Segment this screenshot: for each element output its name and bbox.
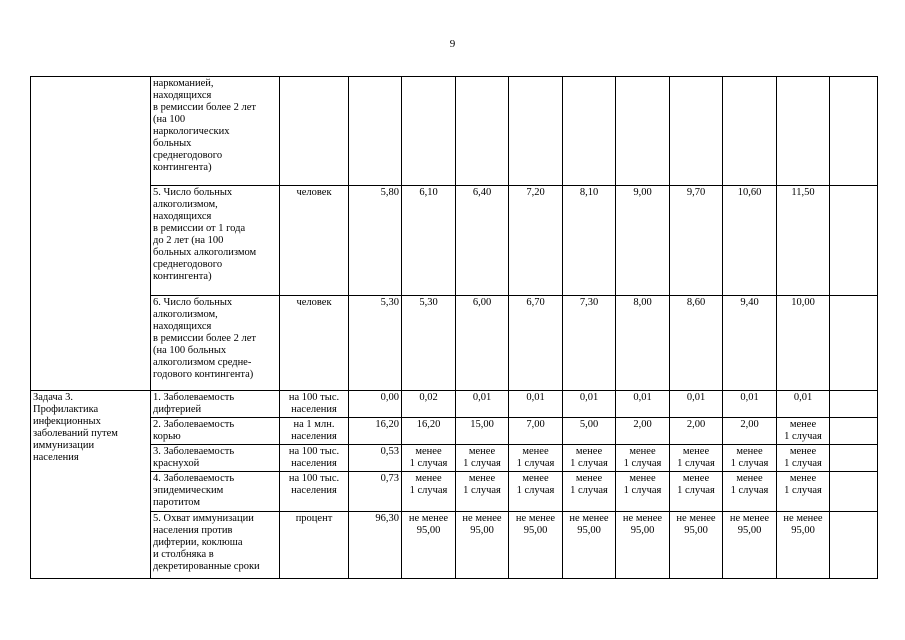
task-cell: Задача 3. Профилактика инфекционных заболеваний путем иммунизации населения: [31, 391, 151, 579]
base-value-cell: 16,20: [349, 418, 402, 445]
unit-cell: процент: [280, 512, 349, 579]
base-value-cell: 0,73: [349, 472, 402, 512]
unit-cell: человек: [280, 186, 349, 296]
value-cell: менее 1 случая: [777, 472, 830, 512]
indicator-cell: наркоманией, находящихся в ремиссии более 2 лет (на 100 наркологических больных среднегодового контингента): [151, 77, 280, 186]
value-cell: [830, 77, 878, 186]
value-cell: 6,70: [509, 296, 563, 391]
value-cell: 0,01: [723, 391, 777, 418]
indicator-cell: 3. Заболеваемость краснухой: [151, 445, 280, 472]
value-cell: менее 1 случая: [509, 472, 563, 512]
base-value-cell: 0,53: [349, 445, 402, 472]
value-cell: менее 1 случая: [616, 445, 670, 472]
value-cell: не менее 95,00: [563, 512, 616, 579]
value-cell: менее 1 случая: [723, 445, 777, 472]
unit-cell: [280, 77, 349, 186]
unit-cell: человек: [280, 296, 349, 391]
value-cell: 8,10: [563, 186, 616, 296]
base-value-cell: [349, 77, 402, 186]
value-cell: [830, 296, 878, 391]
unit-cell: на 100 тыс. населения: [280, 391, 349, 418]
indicator-cell: 2. Заболеваемость корью: [151, 418, 280, 445]
base-value-cell: 96,30: [349, 512, 402, 579]
indicator-cell: 1. Заболеваемость дифтерией: [151, 391, 280, 418]
value-cell: 11,50: [777, 186, 830, 296]
value-cell: 15,00: [456, 418, 509, 445]
value-cell: 7,20: [509, 186, 563, 296]
base-value-cell: 0,00: [349, 391, 402, 418]
base-value-cell: 5,30: [349, 296, 402, 391]
value-cell: [830, 418, 878, 445]
indicator-cell: 5. Число больных алкоголизмом, находящихся в ремиссии от 1 года до 2 лет (на 100 больных алкоголизмом среднегодового контингента): [151, 186, 280, 296]
value-cell: 8,60: [670, 296, 723, 391]
value-cell: 7,00: [509, 418, 563, 445]
table-row: [31, 418, 878, 445]
value-cell: 9,00: [616, 186, 670, 296]
value-cell: 0,02: [402, 391, 456, 418]
value-cell: [777, 77, 830, 186]
page-number: 9: [449, 38, 456, 50]
value-cell: менее 1 случая: [456, 472, 509, 512]
value-cell: менее 1 случая: [777, 445, 830, 472]
value-cell: 10,00: [777, 296, 830, 391]
value-cell: [402, 77, 456, 186]
value-cell: [670, 77, 723, 186]
value-cell: [830, 472, 878, 512]
value-cell: менее 1 случая: [456, 445, 509, 472]
unit-cell: на 100 тыс. населения: [280, 445, 349, 472]
value-cell: [830, 391, 878, 418]
value-cell: 2,00: [723, 418, 777, 445]
value-cell: менее 1 случая: [616, 472, 670, 512]
value-cell: 0,01: [563, 391, 616, 418]
value-cell: [830, 445, 878, 472]
value-cell: [456, 77, 509, 186]
task-cell: [31, 77, 151, 391]
value-cell: 2,00: [670, 418, 723, 445]
value-cell: не менее 95,00: [456, 512, 509, 579]
indicator-cell: 5. Охват иммунизации населения против дифтерии, коклюша и столбняка в декретированные сроки: [151, 512, 280, 579]
value-cell: 2,00: [616, 418, 670, 445]
value-cell: [830, 186, 878, 296]
value-cell: 9,70: [670, 186, 723, 296]
value-cell: 0,01: [670, 391, 723, 418]
unit-cell: на 1 млн. населения: [280, 418, 349, 445]
value-cell: 6,40: [456, 186, 509, 296]
value-cell: [563, 77, 616, 186]
value-cell: не менее 95,00: [616, 512, 670, 579]
value-cell: менее 1 случая: [670, 445, 723, 472]
value-cell: менее 1 случая: [723, 472, 777, 512]
value-cell: менее 1 случая: [670, 472, 723, 512]
value-cell: не менее 95,00: [777, 512, 830, 579]
table-row: [31, 77, 878, 186]
value-cell: менее 1 случая: [509, 445, 563, 472]
value-cell: 9,40: [723, 296, 777, 391]
value-cell: 0,01: [777, 391, 830, 418]
table-body: [31, 77, 878, 579]
value-cell: менее 1 случая: [402, 472, 456, 512]
value-cell: 10,60: [723, 186, 777, 296]
value-cell: не менее 95,00: [723, 512, 777, 579]
value-cell: [723, 77, 777, 186]
value-cell: менее 1 случая: [563, 472, 616, 512]
table-row: [31, 472, 878, 512]
indicators-table: [30, 76, 878, 579]
value-cell: 0,01: [616, 391, 670, 418]
value-cell: 8,00: [616, 296, 670, 391]
indicator-cell: 6. Число больных алкоголизмом, находящихся в ремиссии более 2 лет (на 100 больных алкоголизмом средне- годового контингента): [151, 296, 280, 391]
value-cell: менее 1 случая: [563, 445, 616, 472]
table-row: [31, 296, 878, 391]
value-cell: не менее 95,00: [670, 512, 723, 579]
base-value-cell: 5,80: [349, 186, 402, 296]
value-cell: не менее 95,00: [509, 512, 563, 579]
value-cell: 6,10: [402, 186, 456, 296]
value-cell: 7,30: [563, 296, 616, 391]
value-cell: [616, 77, 670, 186]
table-row: [31, 445, 878, 472]
value-cell: 0,01: [509, 391, 563, 418]
unit-cell: на 100 тыс. населения: [280, 472, 349, 512]
value-cell: [830, 512, 878, 579]
value-cell: [509, 77, 563, 186]
value-cell: не менее 95,00: [402, 512, 456, 579]
value-cell: 0,01: [456, 391, 509, 418]
value-cell: 16,20: [402, 418, 456, 445]
table-row: [31, 186, 878, 296]
table-row: [31, 512, 878, 579]
table-row: [31, 391, 878, 418]
value-cell: 5,00: [563, 418, 616, 445]
value-cell: менее 1 случая: [402, 445, 456, 472]
indicator-cell: 4. Заболеваемость эпидемическим паротитом: [151, 472, 280, 512]
value-cell: менее 1 случая: [777, 418, 830, 445]
value-cell: 5,30: [402, 296, 456, 391]
value-cell: 6,00: [456, 296, 509, 391]
